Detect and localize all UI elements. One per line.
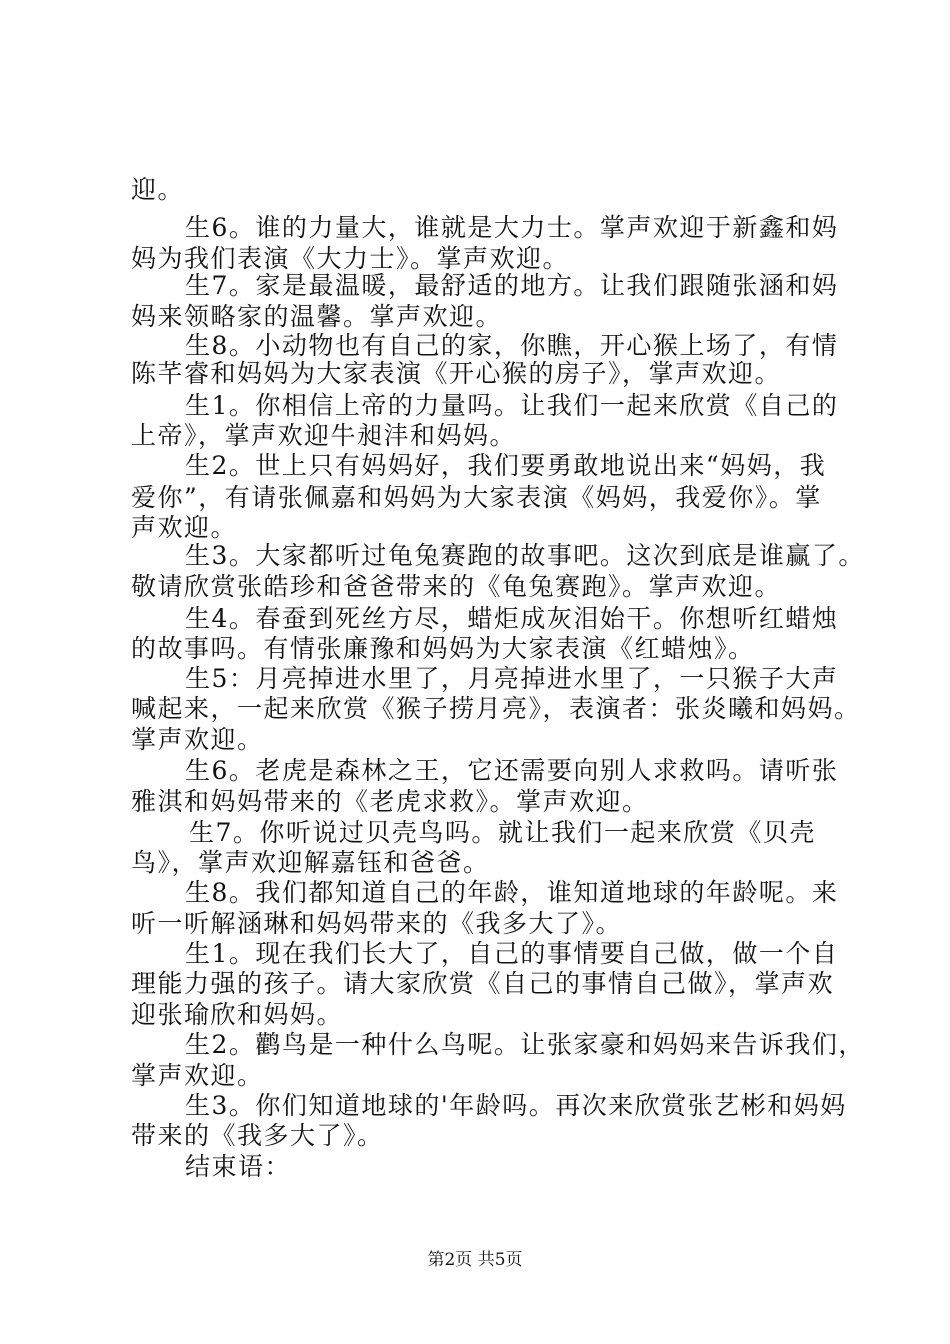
text-line: 的故事吗。有情张廉豫和妈妈为大家表演《红蜡烛》。 [131, 634, 755, 663]
text-line: 生3。你们知道地球的'年龄吗。再次来欣赏张艺彬和妈妈 [185, 1091, 847, 1120]
text-line: 生1。现在我们长大了，自己的事情要自己做，做一个自 [185, 939, 839, 968]
text-line: 鸟》，掌声欢迎解嘉钰和爸爸。 [131, 848, 490, 877]
text-line: 生2。世上只有妈妈好，我们要勇敢地说出来“妈妈，我 [185, 451, 827, 480]
text-line: 掌声欢迎。 [131, 725, 264, 754]
text-line: 上帝》，掌声欢迎牛昶沣和妈妈。 [131, 421, 517, 450]
text-line: 生8。小动物也有自己的家，你瞧，开心猴上场了，有情 [185, 331, 839, 360]
text-line: 生6。谁的力量大，谁就是大力士。掌声欢迎于新鑫和妈 [185, 213, 839, 242]
text-line: 声欢迎。 [131, 513, 238, 542]
text-line: 生5：月亮掉进水里了，月亮掉进水里了，一只猴子大声 [185, 664, 839, 693]
text-line: 掌声欢迎。 [131, 1061, 264, 1090]
text-line: 生7。家是最温暖，最舒适的地方。让我们跟随张涵和妈 [185, 271, 839, 300]
text-line: 妈来领略家的温馨。掌声欢迎。 [131, 302, 503, 331]
text-line: 爱你”，有请张佩嘉和妈妈为大家表演《妈妈，我爱你》。掌 [131, 483, 822, 512]
text-line: 生1。你相信上帝的力量吗。让我们一起来欣赏《自己的 [185, 391, 839, 420]
text-line: 听一听解涵琳和妈妈带来的《我多大了》。 [131, 909, 623, 938]
text-line: 喊起来，一起来欣赏《猴子捞月亮》，表演者：张炎曦和妈妈。 [131, 694, 861, 723]
text-line: 迎张瑜欣和妈妈。 [131, 1000, 344, 1029]
text-line: 敬请欣赏张皓珍和爸爸带来的《龟兔赛跑》。掌声欢迎。 [131, 572, 782, 601]
text-line: 生4。春蚕到死丝方尽，蜡炬成灰泪始干。你想听红蜡烛 [185, 604, 839, 633]
page-number-footer: 第2页 共5页 [427, 1250, 523, 1270]
text-line: 雅淇和妈妈带来的《老虎求救》。掌声欢迎。 [131, 787, 649, 816]
text-line: 理能力强的孩子。请大家欣赏《自己的事情自己做》，掌声欢 [131, 969, 835, 998]
text-line: 生6。老虎是森林之王，它还需要向别人求救吗。请听张 [185, 756, 839, 785]
text-line: 生7。你听说过贝壳鸟吗。就让我们一起来欣赏《贝壳 [189, 818, 816, 847]
text-line: 生3。大家都听过龟兔赛跑的故事吧。这次到底是谁赢了。 [185, 541, 865, 570]
text-line: 带来的《我多大了》。 [131, 1121, 384, 1150]
text-line: 妈为我们表演《大力士》。掌声欢迎。 [131, 244, 570, 273]
text-line: 结束语： [185, 1152, 292, 1181]
text-line: 生8。我们都知道自己的年龄，谁知道地球的年龄呢。来 [185, 878, 839, 907]
text-line: 生2。鹳鸟是一种什么鸟呢。让张家豪和妈妈来告诉我们， [185, 1030, 865, 1059]
text-line: 迎。 [131, 175, 185, 204]
text-line: 陈芊睿和妈妈为大家表演《开心猴的房子》，掌声欢迎。 [131, 359, 782, 388]
